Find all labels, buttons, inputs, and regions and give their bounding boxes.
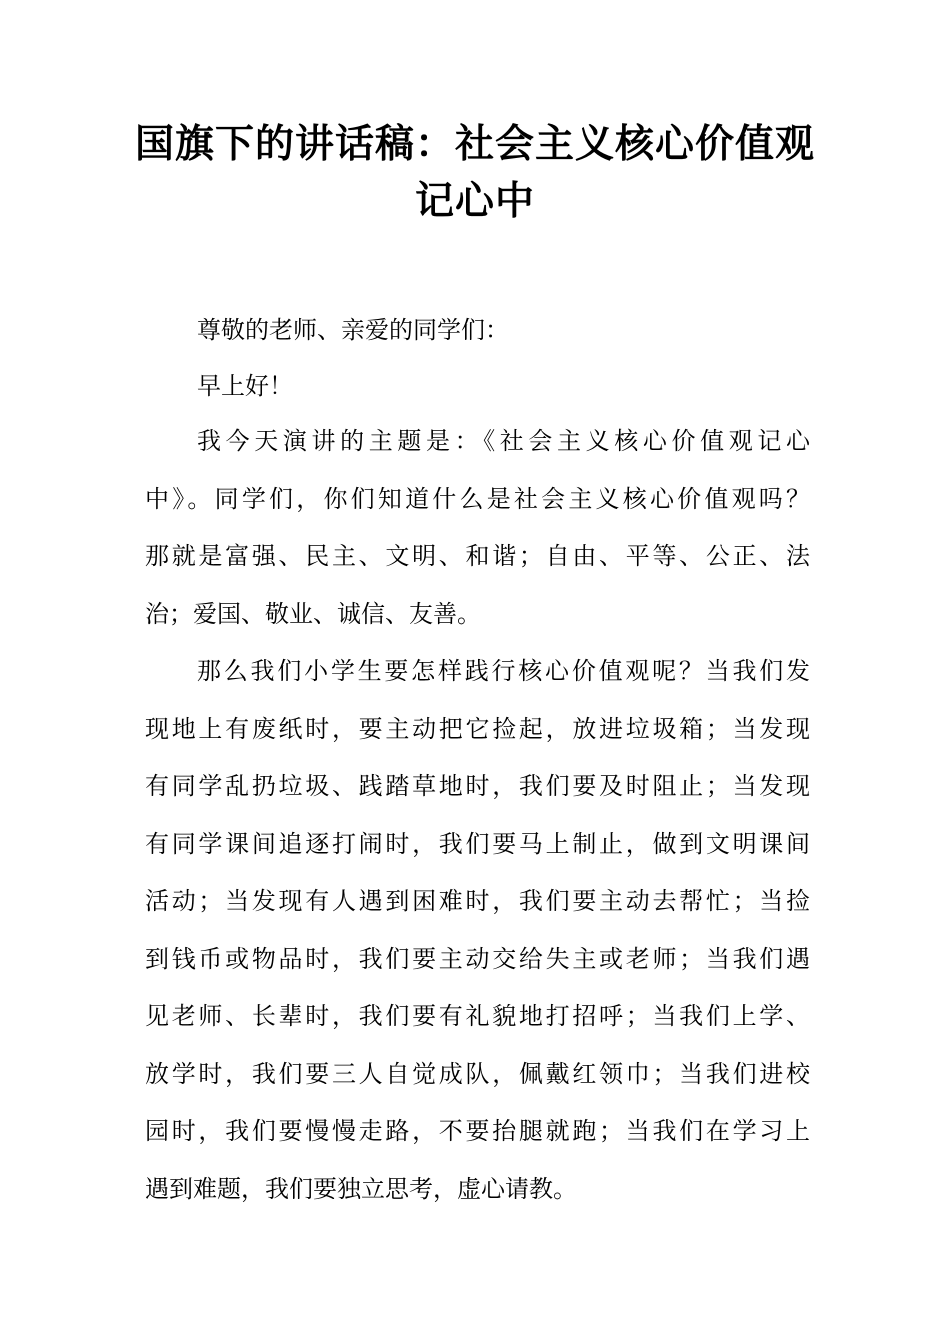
salutation-text: 尊敬的老师、亲爱的同学们： xyxy=(197,316,509,344)
paragraph-1-line: 治；爱国、敬业、诚信、友善。 xyxy=(145,599,481,628)
document-title-line-1: 国旗下的讲话稿：社会主义核心价值观 xyxy=(134,122,815,167)
paragraph-2-line: 到钱币或物品时，我们要主动交给失主或老师；当我们遇 xyxy=(145,944,810,973)
paragraph-1-line: 中》。同学们，你们知道什么是社会主义核心价值观吗？ xyxy=(145,484,810,513)
paragraph-1-line: 我今天演讲的主题是：《社会主义核心价值观记心 xyxy=(197,427,810,455)
paragraph-2-line: 那么我们小学生要怎样践行核心价值观呢？当我们发 xyxy=(197,657,810,685)
paragraph-2-line: 放学时，我们要三人自觉成队，佩戴红领巾；当我们进校 xyxy=(145,1059,810,1088)
paragraph-2-line: 有同学乱扔垃圾、践踏草地时，我们要及时阻止；当发现 xyxy=(145,772,810,800)
greeting-text: 早上好！ xyxy=(197,372,293,400)
paragraph-2-line: 有同学课间追逐打闹时，我们要马上制止，做到文明课间 xyxy=(145,829,810,858)
paragraph-1-line: 那就是富强、民主、文明、和谐；自由、平等、公正、法 xyxy=(145,542,810,570)
paragraph-2-line: 活动；当发现有人遇到困难时，我们要主动去帮忙；当捡 xyxy=(145,887,810,915)
paragraph-2-line: 园时，我们要慢慢走路，不要抬腿就跑；当我们在学习上 xyxy=(145,1117,810,1145)
paragraph-1 xyxy=(145,413,810,643)
paragraph-2-line: 遇到难题，我们要独立思考，虚心请教。 xyxy=(145,1174,577,1203)
paragraph-2 xyxy=(145,643,810,1218)
document-title-line-2: 记心中 xyxy=(414,179,535,224)
salutation xyxy=(145,302,810,360)
paragraph-2-line: 见老师、长辈时，我们要有礼貌地打招呼；当我们上学、 xyxy=(145,1002,810,1030)
greeting xyxy=(145,358,810,416)
paragraph-2-line: 现地上有废纸时，要主动把它捡起，放进垃圾箱；当发现 xyxy=(145,714,810,743)
